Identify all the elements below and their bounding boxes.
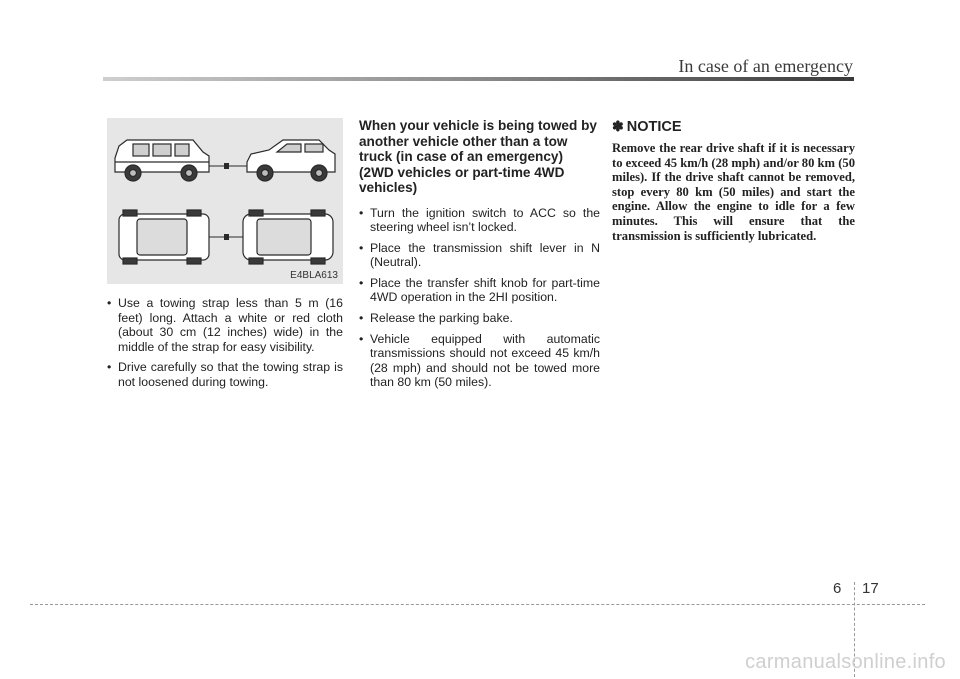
towed-suv-side — [115, 140, 209, 181]
notice-body: Remove the rear drive shaft if it is necessary to exceed 45 km/h (28 mph) and/or 80 km (50 miles). If the drive shaft cannot be removed, stop every 80 km (50 miles) and start the engine. Allow the engine to idle for a few minutes. This will ensure that the transmission is sufficiently lubricated. — [612, 141, 855, 243]
page-number: 17 — [862, 580, 879, 597]
watermark: carmanualsonline.info — [745, 651, 946, 673]
towing-illustration — [107, 118, 343, 284]
list-item: • Use a towing strap less than 5 m (16 feet) long. Attach a white or red cloth (about 30 cm (12 inches) wide) in the middle of the strap for easy visibility. — [107, 296, 343, 354]
header-rule — [103, 77, 854, 81]
towing-heading: When your vehicle is being towed by another vehicle other than a tow truck (in case of an emergency) (2WD vehicles or part-time 4WD vehicles) — [359, 118, 597, 195]
list-item: • Turn the ignition switch to ACC so the steering wheel isn’t locked. — [359, 206, 600, 235]
asterisk-icon: ✽ — [612, 118, 624, 134]
section-title: In case of an emergency — [678, 56, 853, 76]
notice-heading — [612, 118, 855, 135]
left-column — [107, 118, 343, 396]
middle-column — [359, 118, 600, 396]
towing-cars-drawing — [107, 118, 343, 284]
list-item: • Place the transfer shift knob for part-time 4WD operation in the 2HI position. — [359, 276, 600, 305]
notice-title: NOTICE — [626, 118, 682, 135]
left-bullet-list — [107, 296, 343, 390]
list-item: • Drive carefully so that the towing strap is not loosened during towing. — [107, 360, 343, 389]
towing-suv-top — [243, 210, 333, 264]
towed-suv-top — [119, 210, 209, 264]
right-column — [612, 118, 855, 243]
list-item: • Release the parking bake. — [359, 311, 600, 326]
list-item: • Vehicle equipped with automatic transmissions should not exceed 45 km/h (28 mph) and should not be towed more than 80 km (50 miles). — [359, 332, 600, 390]
footer-rule — [30, 604, 925, 605]
middle-bullet-list — [359, 206, 600, 391]
chapter-number: 6 — [833, 580, 842, 597]
figure-label: E4BLA613 — [290, 270, 338, 281]
list-item: • Place the transmission shift lever in N (Neutral). — [359, 241, 600, 270]
towing-suv-side — [247, 140, 335, 181]
